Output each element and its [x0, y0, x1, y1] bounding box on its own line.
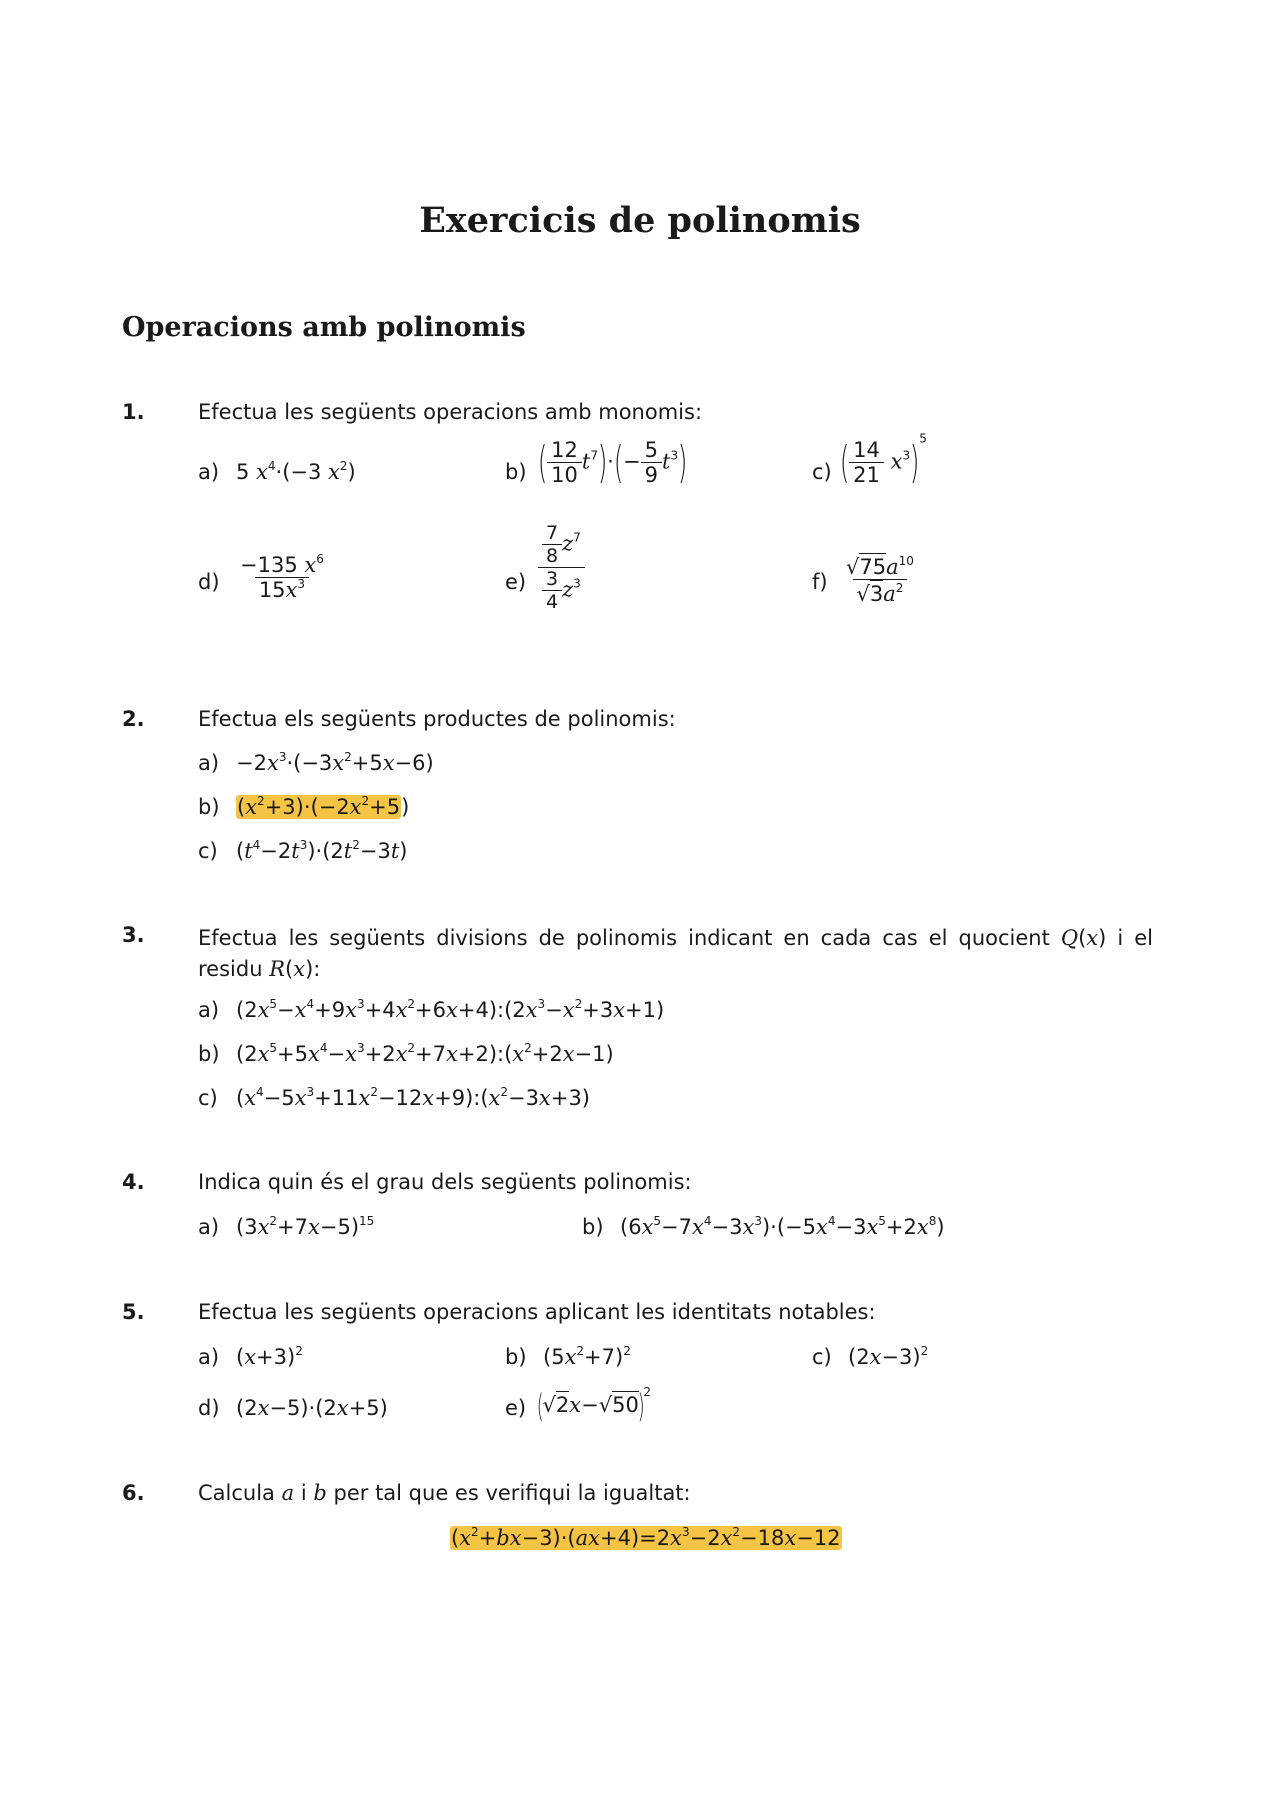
- item-label: a): [198, 998, 220, 1022]
- formula-5d: (2x−5)·(2x+5): [236, 1396, 388, 1420]
- formula-3a: $(2x^5-x^4+9x^3+4x^2+6x+4):(2x^3-x^2+3x+1)$: [236, 997, 665, 1022]
- item-label: b): [198, 1042, 220, 1066]
- item-label: b): [505, 460, 527, 484]
- formula-1f: $\frac{√75a^{10}}{√3a^2}$: [846, 554, 914, 606]
- exercise-statement: Efectua les següents divisions de polinomis indicant en cada cas el quocient Q(x) i el residu R(x):: [198, 926, 1154, 981]
- exercise-number: 1.: [122, 400, 145, 424]
- item-label: e): [505, 1396, 527, 1420]
- exercise-number: 5.: [122, 1300, 145, 1324]
- formula-4a: $(3x^2+7x-5)^{15}$: [236, 1214, 375, 1239]
- formula-1a: 5 $x^4\cdot(-3$ $x^2$): [236, 459, 356, 484]
- section-heading: Operacions amb polinomis: [122, 312, 526, 343]
- item-label: d): [198, 570, 220, 594]
- formula-5e: $(√2x-√50)^2$: [536, 1385, 651, 1425]
- item-label: d): [198, 1396, 220, 1420]
- exercise-statement: Indica quin és el grau dels següents polinomis:: [198, 1170, 692, 1194]
- exercise-number: 6.: [122, 1481, 145, 1505]
- item-label: f): [812, 570, 828, 594]
- formula-3b: $(2x^5+5x^4-x^3+2x^2+7x+2):(x^2+2x-1)$: [236, 1041, 614, 1066]
- item-label: a): [198, 460, 220, 484]
- formula-5b: $(5x^2+7)^2$: [543, 1344, 631, 1369]
- item-label: b): [505, 1345, 527, 1369]
- formula-5a: $(x+3)^2$: [236, 1344, 303, 1369]
- item-label: c): [198, 1086, 218, 1110]
- item-label: b): [198, 795, 220, 819]
- formula-1e: $\frac{7}{8}$ $z^7$ $\frac{3}{4}$ $z^3$: [538, 522, 585, 613]
- exercise-statement: Efectua les següents operacions amb monomis:: [198, 400, 703, 424]
- page-title: Exercicis de polinomis: [419, 200, 861, 241]
- highlight: $(x^2+bx-3)\cdot(ax+4)=2x^3-2x^2-18x-12$: [451, 1525, 841, 1550]
- formula-2a: $-2x^3\cdot(-3x^2+5x-6)$: [236, 750, 434, 775]
- formula-1d: $\frac{-135 x^6}{15x^3}$: [240, 552, 324, 602]
- item-label: c): [812, 460, 832, 484]
- exercise-number: 2.: [122, 707, 145, 731]
- formula-1c: ( $\frac{14}{21}$ $x^3)^5$: [839, 431, 927, 488]
- exercise-statement: Efectua les següents operacions aplicant les identitats notables:: [198, 1300, 876, 1324]
- item-label: a): [198, 1345, 220, 1369]
- exercise-number: 3.: [122, 923, 145, 947]
- item-label: e): [505, 570, 527, 594]
- formula-6-equation: [450, 1526, 842, 1550]
- item-label: a): [198, 1215, 220, 1239]
- formula-5c: $(2x-3)^2$: [848, 1344, 929, 1369]
- formula-1b: ( $\frac{12}{10}$ $t^7)\cdot(-$ $\frac{5}{9}$ $t^3$): [537, 436, 688, 488]
- item-label: b): [582, 1215, 604, 1239]
- formula-3c: $(x^4-5x^3+11x^2-12x+9):(x^2-3x+3)$: [236, 1085, 590, 1110]
- item-label: a): [198, 751, 220, 775]
- exercise-statement: Efectua els següents productes de polinomis:: [198, 707, 676, 731]
- exercise-statement: Calcula a i b per tal que es verifiqui la igualtat:: [198, 1481, 691, 1505]
- highlight: $(x^2+3)\cdot(-2x^2+5$: [237, 794, 401, 819]
- item-label: c): [198, 839, 218, 863]
- formula-4b: $(6x^5-7x^4-3x^3)\cdot(-5x^4-3x^5+2x^8)$: [620, 1214, 945, 1239]
- item-label: c): [812, 1345, 832, 1369]
- exercise-number: 4.: [122, 1170, 145, 1194]
- formula-2c: $(t^4-2t^3)\cdot(2t^2-3t)$: [236, 838, 408, 863]
- formula-2b: $(x^2+3)\cdot(-2x^2+5)$: [237, 794, 410, 819]
